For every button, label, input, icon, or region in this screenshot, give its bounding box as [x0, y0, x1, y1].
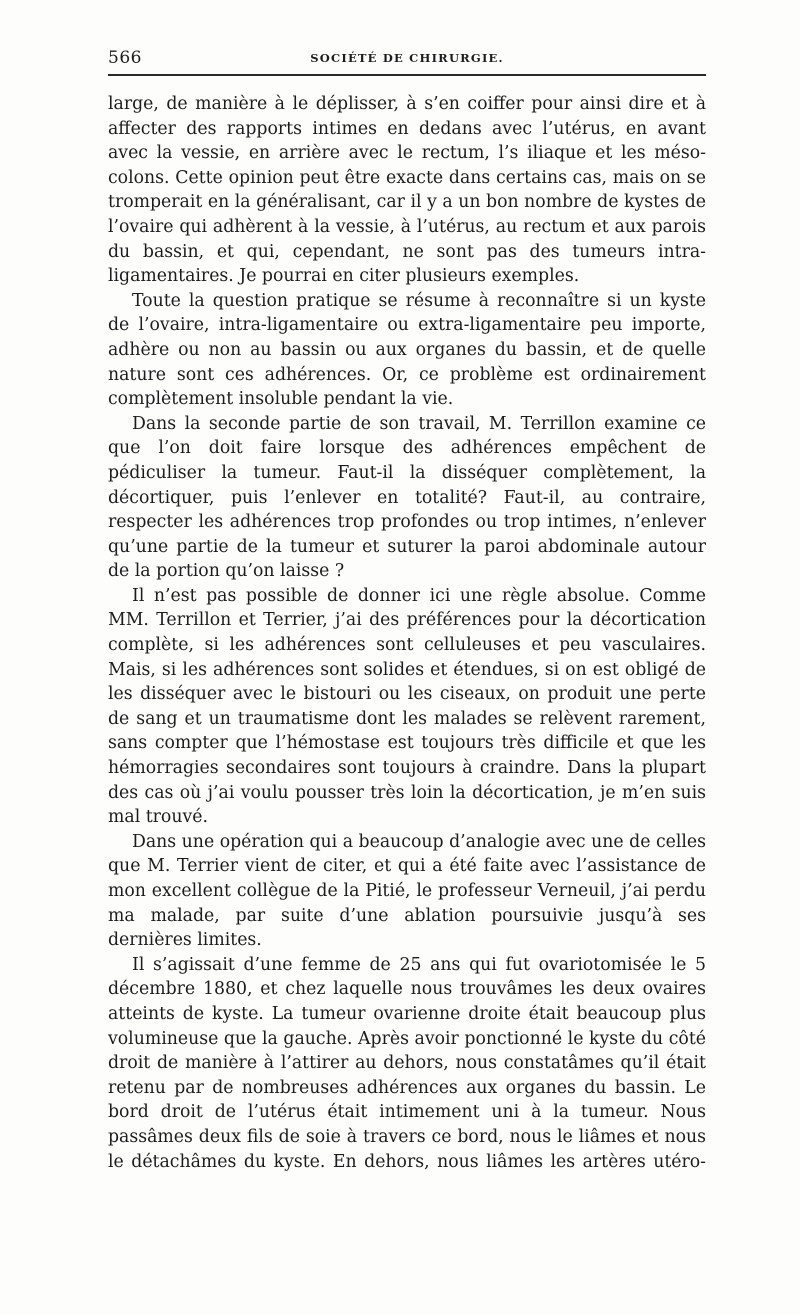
paragraph: Il n’est pas possible de donner ici une règle absolue. Comme MM. Terrillon et Terrier, j’ai des préférences pour la décortication complète, si les adhérences sont celluleuses et peu vasculaires. Mais, si les adhérences sont solides et étendues, si on est obligé de les disséquer avec le bistouri ou les ciseaux, on produit une perte de sang et un traumatisme dont les malades se relèvent rarement, sans compter que l’hémostase est toujours très difficile et que les hémorragies secondaires sont toujours à craindre. Dans la plupart des cas où j’ai voulu pousser très loin la décortication, je m’en suis mal trouvé. [108, 585, 706, 828]
paragraph-continues-next-page: Il s’agissait d’une femme de 25 ans qui fut ovariotomisée le 5 décembre 1880, et chez laquelle nous trouvâmes les deux ovaires atteints de kyste. La tumeur ovarienne droite était beaucoup plus volumineuse que la gauche. Après avoir ponctionné le kyste du côté droit de manière à l’attirer au dehors, nous constatâmes qu’il était retenu par de nombreuses adhérences aux organes du bassin. Le bord droit de l’utérus était intimement uni à la tumeur. Nous passâmes deux fils de soie à travers ce bord, nous le liâmes et nous le détachâmes du kyste. En dehors, nous liâmes les artères utéro- [108, 954, 706, 1172]
running-title: SOCIÉTÉ DE CHIRURGIE. [310, 51, 504, 65]
body-text [108, 92, 706, 1174]
header-rule [108, 74, 706, 76]
book-page [108, 44, 706, 1174]
page-header [108, 44, 706, 74]
paragraph-continued: large, de manière à le déplisser, à s’en coiffer pour ainsi dire et à affecter des rapports intimes en dedans avec l’utérus, en avant avec la vessie, en arrière avec le rectum, l’s iliaque et les méso-colons. Cette opinion peut être exacte dans certains cas, mais on se tromperait en la généralisant, car il y a un bon nombre de kystes de l’ovaire qui adhèrent à la vessie, à l’utérus, au rectum et aux parois du bassin, et qui, cependant, ne sont pas des tumeurs intra-ligamentaires. Je pourrai en citer plusieurs exemples. [108, 94, 706, 287]
page-number: 566 [108, 48, 142, 68]
paragraph: Dans une opération qui a beaucoup d’analogie avec une de celles que M. Terrier vient de citer, et qui a été faite avec l’assistance de mon excellent collègue de la Pitié, le professeur Verneuil, j’ai perdu ma malade, par suite d’une ablation poursuivie jusqu’à ses dernières limites. [108, 831, 706, 951]
paragraph: Toute la question pratique se résume à reconnaître si un kyste de l’ovaire, intra-ligamentaire ou extra-ligamentaire peu importe, adhère ou non au bassin ou aux organes du bassin, et de quelle nature sont ces adhérences. Or, ce problème est ordinairement complètement insoluble pendant la vie. [108, 290, 706, 410]
paragraph: Dans la seconde partie de son travail, M. Terrillon examine ce que l’on doit faire lorsque des adhérences empêchent de pédiculiser la tumeur. Faut-il la disséquer complètement, la décortiquer, puis l’enlever en totalité? Faut-il, au contraire, respecter les adhérences trop profondes ou trop intimes, n’enlever qu’une partie de la tumeur et suturer la paroi abdominale autour de la portion qu’on laisse ? [108, 413, 706, 582]
